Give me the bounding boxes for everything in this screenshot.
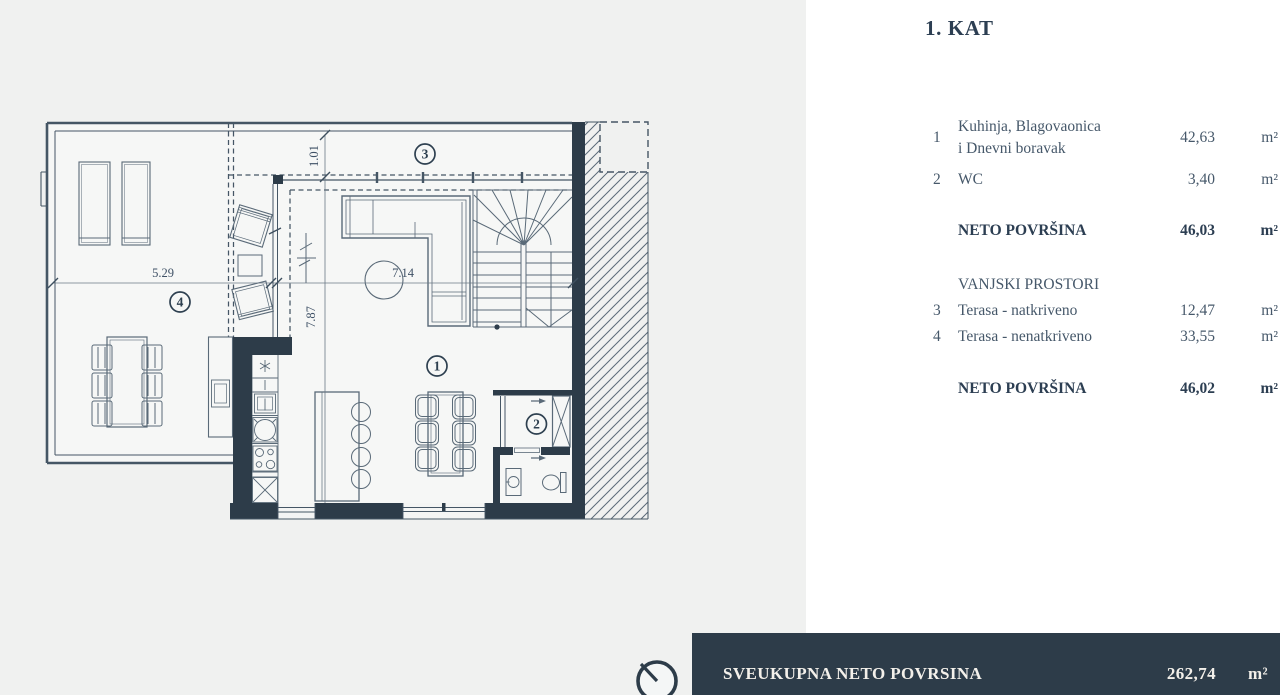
total-value: 262,74	[1166, 664, 1216, 683]
row-label: Kuhinja, Blagovaonica i Dnevni boravak	[958, 118, 1101, 157]
total-bar	[692, 633, 1280, 695]
row-number: 1	[933, 129, 941, 146]
row-unit: m²	[1261, 171, 1278, 188]
table-row-kitchen	[925, 116, 1278, 160]
window-left	[278, 503, 315, 519]
room-label-4	[170, 292, 190, 312]
row-unit: m²	[1261, 328, 1278, 345]
row-label: Terasa - nenatkriveno	[958, 328, 1093, 345]
neto-unit: m²	[1260, 222, 1278, 239]
row-value: 12,47	[1180, 302, 1215, 319]
sliding-door	[403, 503, 485, 519]
row-number: 2	[933, 171, 941, 188]
svg-text:1: 1	[433, 358, 441, 374]
dim-5-29: 5.29	[152, 266, 174, 280]
row-unit: m²	[1261, 129, 1278, 146]
section-header: VANJSKI PROSTORI	[958, 276, 1100, 293]
oven-icon	[255, 394, 276, 413]
table-row-wc	[925, 169, 1278, 191]
neto-value: 46,02	[1180, 380, 1215, 397]
dim-7-14: 7.14	[392, 266, 414, 280]
table-row-terasa-natkriveno	[925, 300, 1278, 322]
table-row-terasa-nenatkriveno	[925, 326, 1278, 348]
clock-logo-icon	[633, 657, 681, 695]
outdoor-counter	[209, 337, 233, 437]
neto-label: NETO POVRŠINA	[958, 380, 1087, 397]
neto-row-exterior	[925, 378, 1278, 400]
wc-door	[515, 448, 540, 453]
dim-1-01: 1.01	[307, 145, 321, 167]
svg-text:3: 3	[421, 146, 429, 162]
total-unit: m²	[1247, 664, 1268, 683]
hatched-structure	[585, 122, 648, 519]
row-number: 3	[933, 302, 941, 319]
svg-text:2: 2	[533, 416, 540, 432]
room-label-1	[427, 356, 447, 376]
svg-text:4: 4	[176, 294, 184, 310]
area-table	[925, 116, 1278, 400]
row-unit: m²	[1261, 302, 1278, 319]
room-label-2	[527, 414, 547, 434]
row-label: WC	[958, 171, 983, 188]
dining-table	[428, 392, 463, 476]
neto-label: NETO POVRŠINA	[958, 222, 1087, 239]
total-label: SVEUKUPNA NETO POVRSINA	[723, 664, 983, 683]
neto-unit: m²	[1260, 380, 1278, 397]
section-header-row	[925, 274, 1278, 296]
page-title: 1. KAT	[925, 16, 994, 40]
row-number: 4	[933, 328, 941, 345]
dashed-projection-box	[600, 122, 648, 172]
dim-7-87: 7.87	[304, 306, 318, 328]
row-value: 42,63	[1180, 129, 1215, 146]
neto-value: 46,03	[1180, 222, 1215, 239]
room-label-3	[415, 144, 435, 164]
row-value: 3,40	[1187, 171, 1215, 188]
row-value: 33,55	[1180, 328, 1215, 345]
row-label: Terasa - natkriveno	[958, 302, 1078, 319]
stair-walkline-dot	[494, 324, 499, 329]
neto-row-interior	[925, 220, 1278, 242]
